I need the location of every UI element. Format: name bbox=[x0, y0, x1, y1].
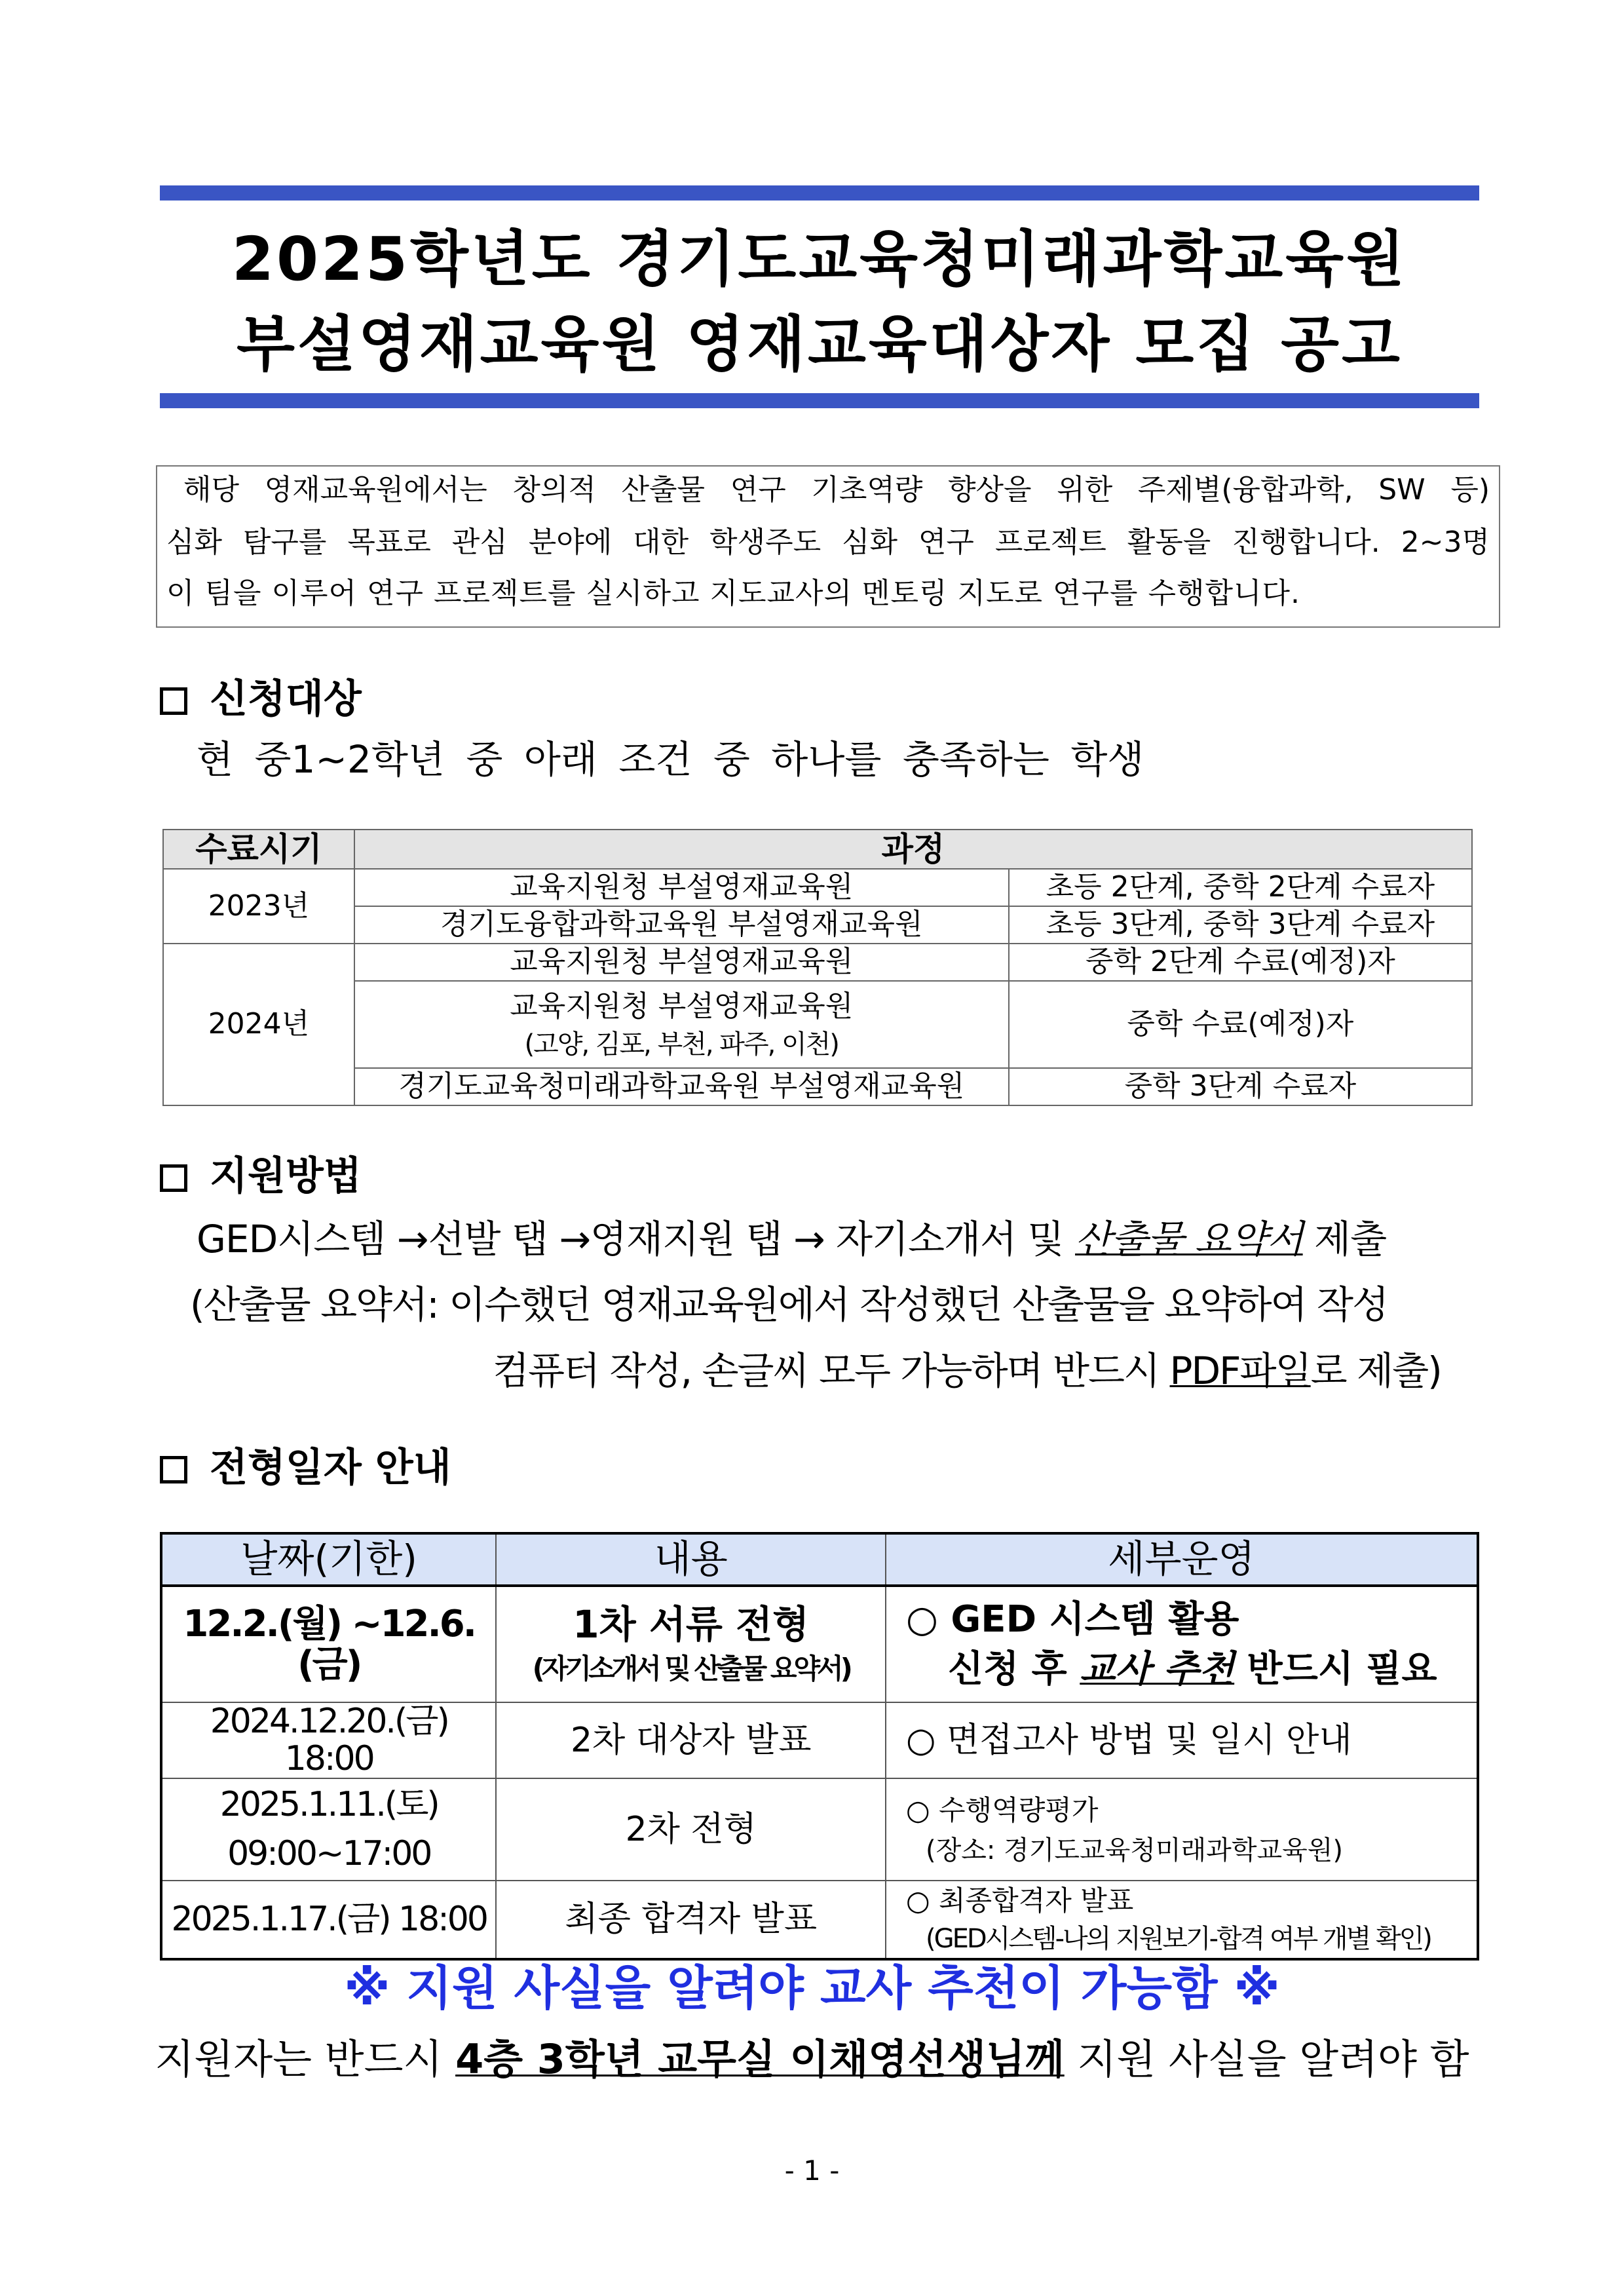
schedule-date: 12.2.(월) ~12.6.(금) bbox=[161, 1586, 496, 1702]
table-cell-course: 경기도교육청미래과학교육원 부설영재교육원 bbox=[354, 1068, 1009, 1105]
table-row bbox=[161, 1586, 1478, 1702]
apply-line-1 bbox=[197, 1217, 1387, 1261]
schedule-content: 최종 합격자 발표 bbox=[496, 1881, 886, 1959]
summary-doc-emphasis: 산출물 요약서 bbox=[1075, 1217, 1303, 1261]
eligibility-subtitle: 현 중1~2학년 중 아래 조건 중 하나를 충족하는 학생 bbox=[197, 737, 1144, 782]
course-name: 교육지원청 부설영재교육원 bbox=[510, 989, 854, 1023]
schedule-detail bbox=[886, 1778, 1478, 1881]
table-cell-condition: 초등 3단계, 중학 3단계 수료자 bbox=[1009, 906, 1472, 944]
intro-box bbox=[156, 465, 1500, 628]
detail-text: 신청 후 bbox=[947, 1647, 1080, 1691]
column-header: 세부운영 bbox=[886, 1533, 1478, 1586]
table-header-row bbox=[161, 1533, 1478, 1586]
section-heading-apply bbox=[160, 1153, 362, 1199]
schedule-content bbox=[496, 1586, 886, 1702]
section-heading-eligibility bbox=[160, 676, 362, 722]
schedule-detail: ○ 면접고사 방법 및 일시 안내 bbox=[886, 1702, 1478, 1778]
section-heading-label: 전형일자 안내 bbox=[210, 1445, 451, 1491]
column-header: 날짜(기한) bbox=[161, 1533, 496, 1586]
column-header: 수료시기 bbox=[163, 830, 354, 869]
schedule-date bbox=[161, 1778, 496, 1881]
title-top-rule bbox=[160, 185, 1479, 201]
apply-text: 로 제출) bbox=[1310, 1349, 1441, 1393]
table-row bbox=[161, 1778, 1478, 1881]
schedule-date-line: 2025.1.11.(토) bbox=[219, 1784, 438, 1824]
final-instruction bbox=[0, 2035, 1624, 2083]
apply-text: 컴퓨터 작성, 손글씨 모두 가능하며 반드시 bbox=[493, 1349, 1170, 1393]
section-heading-schedule bbox=[160, 1445, 451, 1491]
table-row bbox=[163, 906, 1472, 944]
schedule-table bbox=[160, 1532, 1479, 1961]
teacher-recommend-emphasis: 교사 추천 bbox=[1080, 1647, 1235, 1691]
apply-line-3 bbox=[493, 1349, 1441, 1393]
schedule-detail bbox=[886, 1586, 1478, 1702]
checkbox-square-icon bbox=[160, 1456, 187, 1483]
schedule-detail-line: ○ GED 시스템 활용 bbox=[905, 1598, 1239, 1641]
schedule-detail-line: ○ 최종합격자 발표 bbox=[905, 1885, 1134, 1917]
schedule-time-line: 09:00~17:00 bbox=[227, 1834, 431, 1874]
title-bottom-rule bbox=[160, 393, 1479, 408]
pdf-emphasis: PDF파일 bbox=[1169, 1349, 1311, 1393]
section-heading-label: 신청대상 bbox=[210, 676, 362, 722]
schedule-content: 2차 대상자 발표 bbox=[496, 1702, 886, 1778]
section-heading-label: 지원방법 bbox=[210, 1153, 362, 1199]
final-text: 지원 사실을 알려야 함 bbox=[1064, 2035, 1469, 2083]
table-row bbox=[163, 981, 1472, 1068]
schedule-detail-line bbox=[906, 1645, 1477, 1694]
table-cell-year: 2024년 bbox=[163, 944, 354, 1105]
apply-text: GED시스템 →선발 탭 →영재지원 탭 → 자기소개서 및 bbox=[197, 1217, 1076, 1261]
page-title-line2: 부설영재교육원 영재교육대상자 모집 공고 bbox=[236, 309, 1403, 379]
table-cell-course: 교육지원청 부설영재교육원 bbox=[354, 869, 1009, 906]
final-text: 지원자는 반드시 bbox=[155, 2035, 456, 2083]
eligibility-table bbox=[162, 829, 1473, 1106]
schedule-content-main: 1차 서류 전형 bbox=[573, 1602, 810, 1647]
table-cell-course: 교육지원청 부설영재교육원 bbox=[354, 944, 1009, 981]
table-row bbox=[163, 869, 1472, 906]
schedule-date: 2024.12.20.(금) 18:00 bbox=[161, 1702, 496, 1778]
table-cell-condition: 초등 2단계, 중학 2단계 수료자 bbox=[1009, 869, 1472, 906]
apply-text: 제출 bbox=[1302, 1217, 1387, 1261]
schedule-detail-sub: (GED시스템-나의 지원보기-합격 여부 개별 확인) bbox=[925, 1924, 1431, 1955]
table-header-row bbox=[163, 830, 1472, 869]
intro-line-3: 이 팀을 이루어 연구 프로젝트를 실시하고 지도교사의 멘토링 지도로 연구를 수행합니다. bbox=[166, 577, 1300, 610]
table-cell-condition: 중학 2단계 수료(예정)자 bbox=[1009, 944, 1472, 981]
schedule-content-sub: (자기소개서 및 산출물 요약서) bbox=[532, 1652, 850, 1685]
column-header: 내용 bbox=[496, 1533, 886, 1586]
schedule-date: 2025.1.17.(금) 18:00 bbox=[161, 1881, 496, 1959]
notice-banner: ※ 지원 사실을 알려야 교사 추천이 가능함 ※ bbox=[344, 1961, 1280, 2016]
detail-text: 반드시 필요 bbox=[1234, 1647, 1437, 1691]
table-row bbox=[161, 1702, 1478, 1778]
schedule-detail-sub: (장소: 경기도교육청미래과학교육원) bbox=[925, 1835, 1343, 1866]
schedule-detail bbox=[886, 1881, 1478, 1959]
intro-line-1: 해당 영재교육원에서는 창의적 산출물 연구 기초역량 향상을 위한 주제별(융합과학, SW 등) bbox=[183, 473, 1490, 507]
table-row bbox=[163, 944, 1472, 981]
intro-line-2: 심화 탐구를 목표로 관심 분야에 대한 학생주도 심화 연구 프로젝트 활동을 진행합니다. 2~3명 bbox=[166, 526, 1490, 559]
schedule-content: 2차 전형 bbox=[496, 1778, 886, 1881]
teacher-contact-emphasis: 4층 3학년 교무실 이채영선생님께 bbox=[455, 2035, 1065, 2083]
table-cell-year: 2023년 bbox=[163, 869, 354, 944]
apply-line-2: (산출물 요약서: 이수했던 영재교육원에서 작성했던 산출물을 요약하여 작성 bbox=[190, 1282, 1388, 1327]
table-row bbox=[163, 1068, 1472, 1105]
page-number: - 1 - bbox=[784, 2154, 840, 2187]
page-title-line1: 2025학년도 경기도교육청미래과학교육원 bbox=[231, 224, 1408, 294]
table-cell-condition: 중학 3단계 수료자 bbox=[1009, 1068, 1472, 1105]
table-row bbox=[161, 1881, 1478, 1959]
table-cell-condition: 중학 수료(예정)자 bbox=[1009, 981, 1472, 1068]
course-note: (고양, 김포, 부천, 파주, 이천) bbox=[524, 1029, 839, 1060]
checkbox-square-icon bbox=[160, 687, 187, 715]
table-cell-course bbox=[354, 981, 1009, 1068]
schedule-detail-line: ○ 수행역량평가 bbox=[905, 1793, 1099, 1826]
table-cell-course: 경기도융합과학교육원 부설영재교육원 bbox=[354, 906, 1009, 944]
column-header: 과정 bbox=[354, 830, 1472, 869]
checkbox-square-icon bbox=[160, 1164, 187, 1192]
